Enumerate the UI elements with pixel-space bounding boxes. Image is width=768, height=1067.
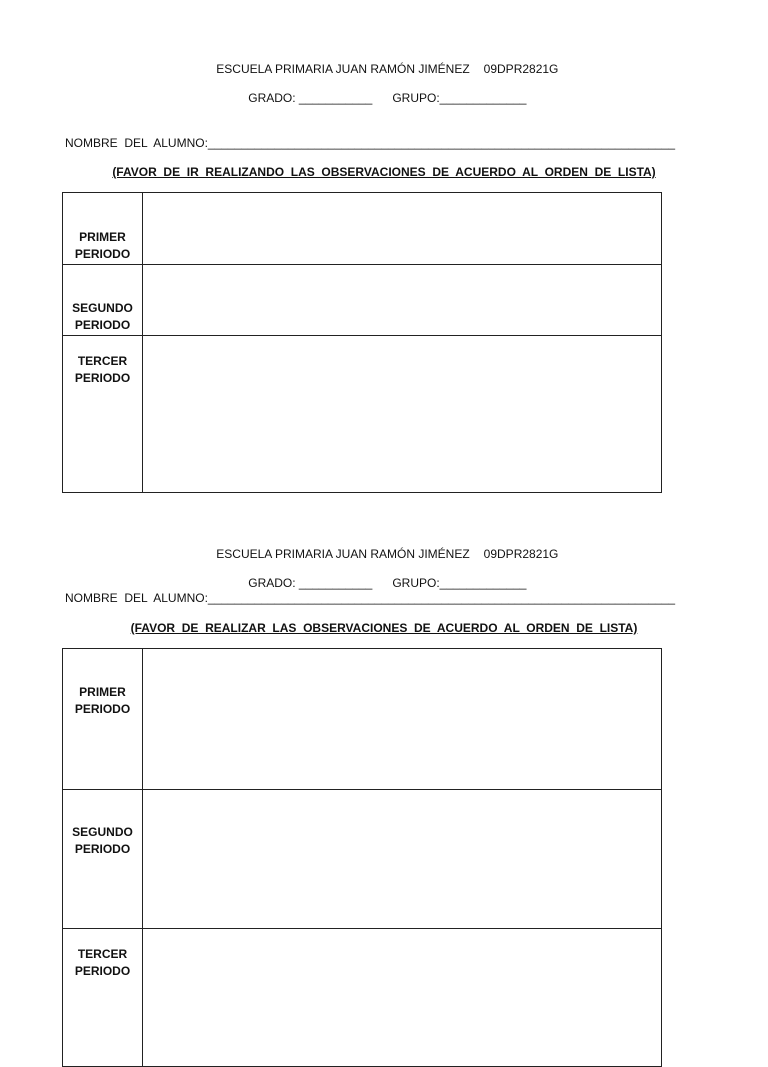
- grupo-field[interactable]: GRUPO:_____________: [392, 576, 527, 590]
- period-label: PRIMER PERIODO: [63, 649, 143, 790]
- observation-cell-tercer[interactable]: [143, 929, 662, 1067]
- period-label: SEGUNDO PERIODO: [63, 790, 143, 929]
- observation-cell-primer[interactable]: [143, 193, 662, 265]
- school-header-2: [0, 533, 768, 561]
- instruction-text: (FAVOR DE IR REALIZANDO LAS OBSERVACIONES DE ACUERDO AL ORDEN DE LISTA): [112, 165, 656, 179]
- observation-cell-tercer[interactable]: [143, 336, 662, 493]
- grupo-field[interactable]: GRUPO:_____________: [392, 91, 527, 105]
- grado-field[interactable]: GRADO: ___________: [248, 576, 373, 590]
- table-row: [63, 265, 662, 336]
- period-label: TERCER PERIODO: [63, 336, 143, 493]
- observation-cell-segundo[interactable]: [143, 790, 662, 929]
- school-code: 09DPR2821G: [483, 547, 559, 561]
- period-label: SEGUNDO PERIODO: [63, 265, 143, 336]
- instruction-text: (FAVOR DE REALIZAR LAS OBSERVACIONES DE ACUERDO AL ORDEN DE LISTA): [130, 621, 638, 635]
- student-name-field[interactable]: NOMBRE DEL ALUMNO:______________________________________________________________________: [65, 591, 676, 605]
- period-label: PRIMER PERIODO: [63, 193, 143, 265]
- period-label: TERCER PERIODO: [63, 929, 143, 1067]
- school-name: ESCUELA PRIMARIA JUAN RAMÓN JIMÉNEZ: [216, 547, 470, 561]
- grado-field[interactable]: GRADO: ___________: [248, 91, 373, 105]
- observation-cell-segundo[interactable]: [143, 265, 662, 336]
- school-header-1: [0, 48, 768, 76]
- school-name: ESCUELA PRIMARIA JUAN RAMÓN JIMÉNEZ: [216, 62, 470, 76]
- school-code: 09DPR2821G: [483, 62, 559, 76]
- table-row: [63, 336, 662, 493]
- table-row: [63, 790, 662, 929]
- observations-table: [62, 192, 662, 493]
- grado-grupo-row-2: [0, 562, 768, 590]
- table-row: [63, 649, 662, 790]
- observations-table: [62, 648, 662, 1067]
- student-name-field[interactable]: NOMBRE DEL ALUMNO:______________________________________________________________________: [65, 136, 676, 150]
- observation-cell-primer[interactable]: [143, 649, 662, 790]
- grado-grupo-row-1: [0, 77, 768, 105]
- table-row: [63, 193, 662, 265]
- table-row: [63, 929, 662, 1067]
